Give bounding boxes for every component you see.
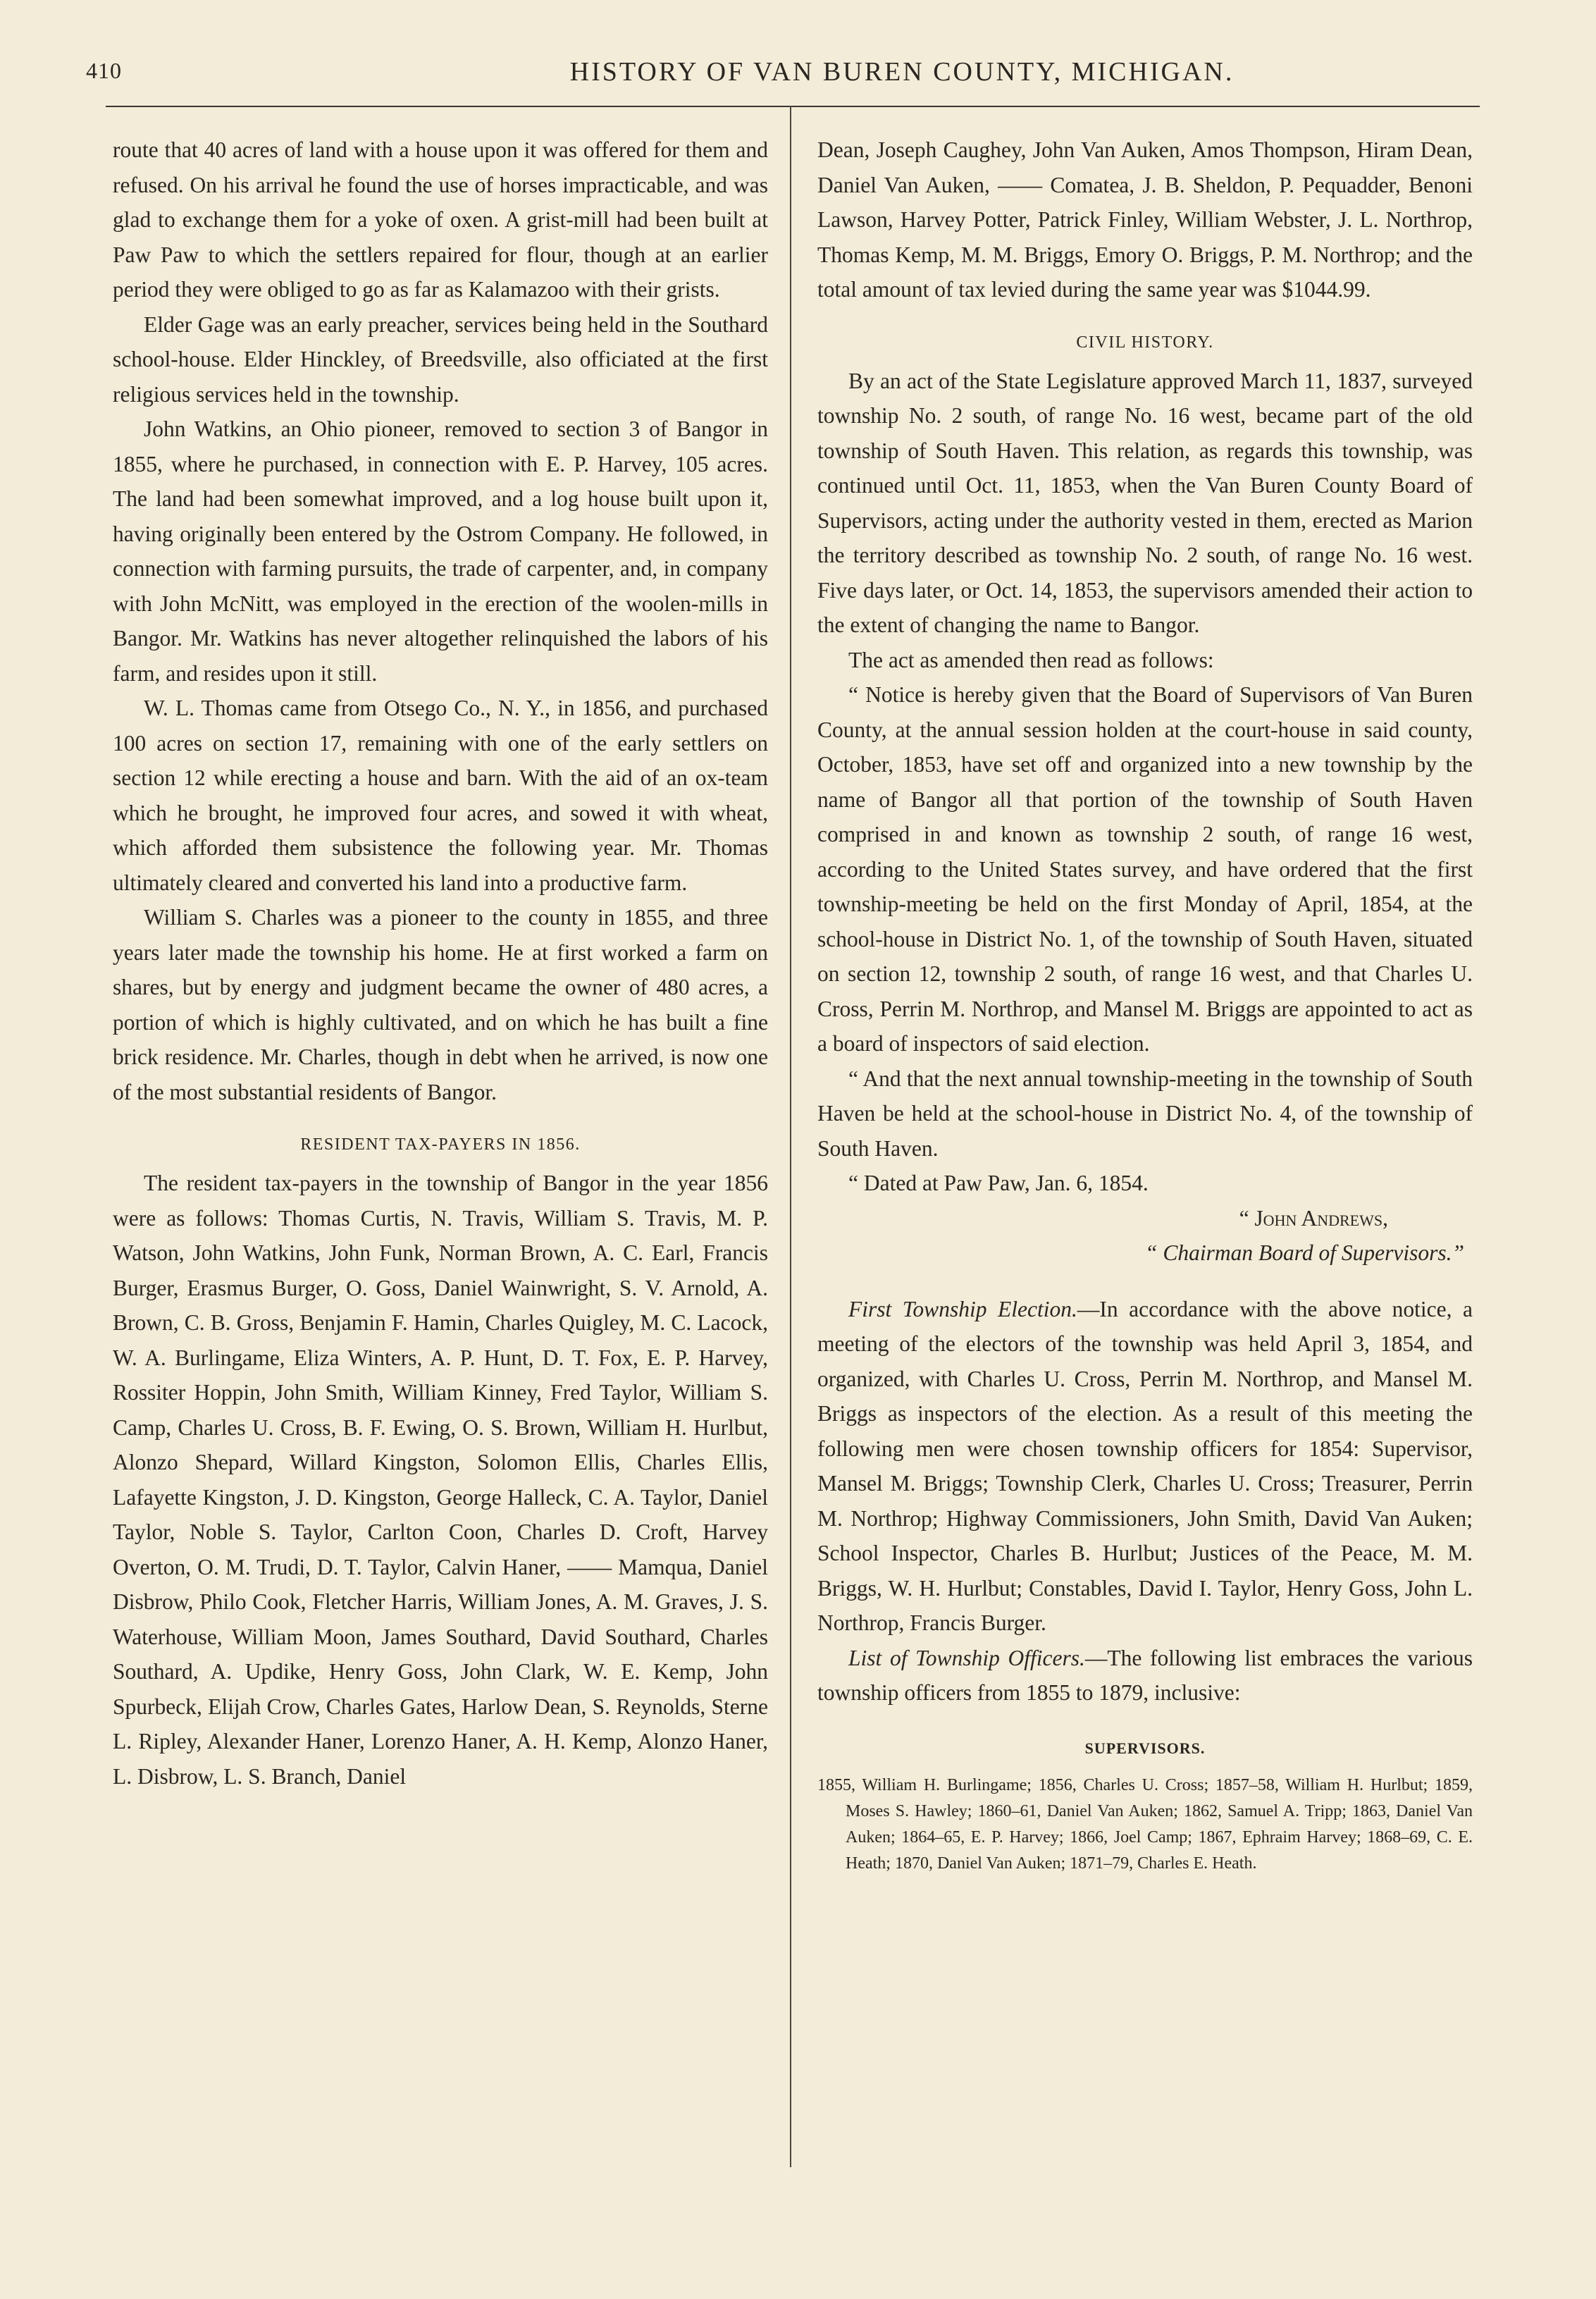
paragraph: By an act of the State Legislature approved March 11, 1837, surveyed township No. 2 south, of range No. 16 west, became part of the old township of South Haven. This relation, as regards this township, was continued until Oct. 11, 1853, when the Van Buren County Board of Supervisors, acting under the authority vested in them, erected as Marion the territory described as township No. 2 south, of range No. 16 west. Five days later, or Oct. 14, 1853, the supervisors amended their action to the extent of changing the name to Bangor. [817,368,1473,637]
paragraph: The act as amended then read as follows: [848,647,1214,672]
paragraph-text: —The following list embraces the various township officers from 1855 to 1879, inclusive: [817,1645,1473,1705]
paragraph: “ And that the next annual township-meeting in the township of South Haven be held at the school-house in District No. 4, of the township of South Haven. [817,1066,1473,1161]
paragraph: Dean, Joseph Caughey, John Van Auken, Amos Thompson, Hiram Dean, Daniel Van Auken, —— Comatea, J. B. Sheldon, P. Pequadder, Benoni Lawson, Harvey Potter, Patrick Finley, William Webster, J. L. Northrop, Thomas Kemp, M. M. Briggs, Emory O. Briggs, P. M. Northrop; and the total amount of tax levied during the same year was $1044.99. [817,137,1473,302]
paragraph: Elder Gage was an early preacher, services being held in the Southard school-house. Elder Hinckley, of Breedsville, also officiated at the first religious services held in the township. [113,312,768,407]
paragraph-first-election [817,1292,1473,1641]
right-column [817,132,1473,1877]
left-column [113,132,768,1794]
header-rule [106,106,1480,107]
page-number: 410 [86,58,122,83]
paragraph: “ Dated at Paw Paw, Jan. 6, 1854. [848,1171,1149,1195]
paragraph: William S. Charles was a pioneer to the county in 1855, and three years later made the township his home. He at first worked a farm on shares, but by energy and judgment became the owner of 480 acres, a portion of which is highly cultivated, and on which he has built a fine brick residence. Mr. Charles, though in debt when he arrived, is now one of the most substantial residents of Bangor. [113,905,768,1104]
run-in-heading: First Township Election. [848,1296,1077,1321]
signature-name: “ John Andrews, [1239,1205,1388,1231]
spacer [817,1271,1473,1292]
paragraph: “ Notice is hereby given that the Board of Supervisors of Van Buren County, at the annual session holden at the court-house in said county, October, 1853, have set off and organized into a new township by the name of Bangor all that portion of the township of South Haven comprised in and known as township 2 south, of range 16 west, according to the United States survey, and have ordered that the first township-meeting be held on the first Monday of April, 1854, at the school-house in District No. 1, of the township of South Haven, situated on section 12, township 2 south, of range 16 west, and that Charles U. Cross, Perrin M. Northrop, and Mansel M. Briggs are appointed to act as a board of inspectors of said election. [817,682,1473,1056]
paragraph: route that 40 acres of land with a house upon it was offered for them and refused. On his arrival he found the use of horses impracticable, and was glad to exchange them for a yoke of oxen. A grist-mill had been built at Paw Paw to which the settlers repaired for flour, though at an earlier period they were obliged to go as far as Kalamazoo with their grists. [113,137,768,302]
signature-title: “ Chairman Board of Supervisors.” [1144,1240,1464,1265]
section-heading-civil-history: CIVIL HISTORY. [1076,333,1214,352]
paragraph: W. L. Thomas came from Otsego Co., N. Y., in 1856, and purchased 100 acres on section 17, remaining with one of the early settlers on section 12 while erecting a house and barn. With the aid of an ox-team which he brought, he improved four acres, and sowed it with wheat, which afforded them subsistence the following year. Mr. Thomas ultimately cleared and converted his land into a productive farm. [113,696,768,895]
paragraph-text: —In accordance with the above notice, a meeting of the electors of the township was held April 3, 1854, and organized, with Charles U. Cross, Perrin M. Northrop, and Mansel M. Briggs as inspectors of the election. As a result of this meeting the following men were chosen township officers for 1854: Supervisor, Mansel M. Briggs; Township Clerk, Charles U. Cross; Treasurer, Perrin M. Northrop; Highway Commissioners, John Smith, David Van Auken; School Inspector, Charles B. Hurlbut; Justices of the Peace, M. M. Briggs, W. H. Hurlbut; Constables, David I. Taylor, Henry Goss, John L. Northrop, Francis Burger. [817,1296,1473,1635]
paragraph: The resident tax-payers in the township of Bangor in the year 1856 were as follows: Thomas Curtis, N. Travis, William S. Travis, M. P. Watson, John Watkins, John Funk, Norman Brown, A. C. Earl, Francis Burger, Erasmus Burger, O. Goss, Daniel Wainwright, S. V. Arnold, A. Brown, C. B. Gross, Benjamin F. Hamin, Charles Quigley, M. C. Lacock, W. A. Burlingame, Eliza Winters, A. P. Hunt, D. T. Fox, E. P. Harvey, Rossiter Hoppin, John Smith, William Kinney, Fred Taylor, William S. Camp, Charles U. Cross, B. F. Ewing, O. S. Brown, William H. Hurlbut, Alonzo Shepard, Willard Kingston, Solomon Ellis, Charles Ellis, Lafayette Kingston, J. D. Kingston, George Halleck, C. A. Taylor, Daniel Taylor, Noble S. Taylor, Carlton Coon, Charles D. Croft, Harvey Overton, O. M. Trudi, D. T. Taylor, Calvin Haner, —— Mamqua, Daniel Disbrow, Philo Cook, Fletcher Harris, William Jones, A. M. Graves, J. S. Waterhouse, William Moon, James Southard, David Southard, Charles Southard, A. Updike, Henry Goss, John Clark, W. E. Kemp, John Spurbeck, Elijah Crow, Charles Gates, Harlow Dean, S. Reynolds, Sterne L. Ripley, Alexander Haner, Lorenzo Haner, A. H. Kemp, Alonzo Haner, L. Disbrow, L. S. Branch, Daniel [113,1171,768,1789]
supervisors-list: 1855, William H. Burlingame; 1856, Charles U. Cross; 1857–58, William H. Hurlbut; 1859, Moses S. Hawley; 1860–61, Daniel Van Auken; 1862, Samuel A. Tripp; 1863, Daniel Van Auken; 1864–65, E. P. Harvey; 1866, Joel Camp; 1867, Ephraim Harvey; 1868–69, C. E. Heath; 1870, Daniel Van Auken; 1871–79, Charles E. Heath. [817,1775,1473,1873]
paragraph-officers [817,1641,1473,1711]
section-heading-supervisors: SUPERVISORS. [1084,1739,1206,1757]
paragraph: John Watkins, an Ohio pioneer, removed to section 3 of Bangor in 1855, where he purchased, in connection with E. P. Harvey, 105 acres. The land had been somewhat improved, and a log house built upon it, having originally been entered by the Ostrom Company. He followed, in connection with farming pursuits, the trade of carpenter, and, in company with John McNitt, was employed in the erection of the woolen-mills in Bangor. Mr. Watkins has never altogether relinquished the labors of his farm, and resides upon it still. [113,417,768,686]
run-in-heading: List of Township Officers. [848,1645,1085,1670]
running-title: HISTORY OF VAN BUREN COUNTY, MICHIGAN. [569,57,1235,87]
column-divider [790,106,791,2167]
section-heading-taxpayers: RESIDENT TAX-PAYERS IN 1856. [300,1135,581,1154]
